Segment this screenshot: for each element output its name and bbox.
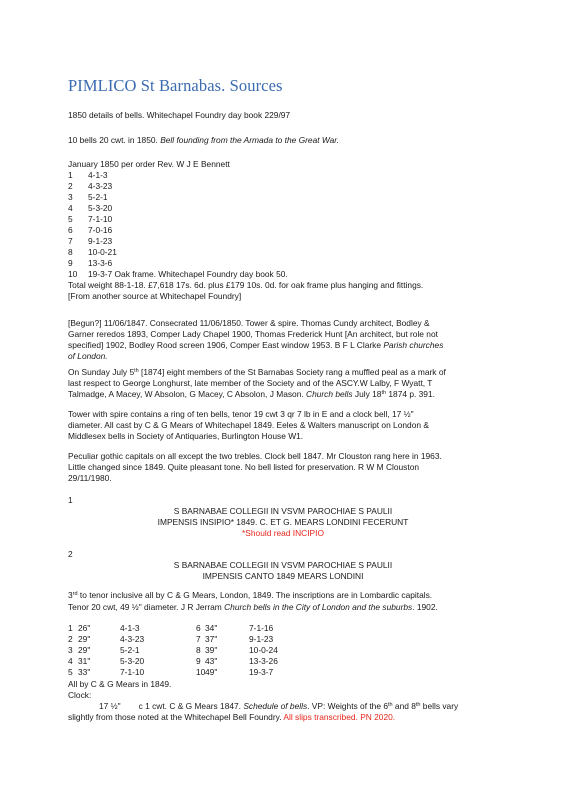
clock-line-1: 17 ½" c 1 cwt. C & G Mears 1847. Schedule of bells. VP: Weights of the 6th and 8th bells vary: [99, 701, 459, 711]
bell-1850-row: [68, 214, 368, 225]
inscription-1-line-2: IMPENSIS INSIPIO* 1849. C. ET G. MEARS LONDINI FECERUNT: [157, 517, 409, 527]
inscription-1-note: *Should read INCIPIO: [242, 528, 324, 538]
bell-weight: 7-0-16: [88, 225, 113, 235]
table-cell: 7-1-16: [249, 623, 274, 633]
inscription-1-number: 1: [68, 495, 73, 505]
jerram-line-1: 3rd to tenor inclusive all by C & G Mears, London, 1849. The inscriptions are in Lombardic capitals.: [68, 590, 433, 600]
table-cell: 13-3-26: [249, 656, 278, 666]
inscription-1-line-1: S BARNABAE COLLEGII IN VSVM PAROCHIAE S PAULII: [173, 506, 393, 516]
bell-number: 9: [68, 258, 73, 268]
order-heading: January 1850 per order Rev. W J E Bennett: [68, 159, 230, 169]
table-cell: 7-1-10: [120, 667, 145, 677]
peal-line-1: On Sunday July 5th [1874] eight members of the St Barnabas Society rang a muffled peal as a mark of: [68, 367, 446, 377]
clouston-line-3: 29/11/1980.: [68, 473, 112, 483]
table-cell: 7: [196, 634, 201, 644]
consecration-line-4: of London.: [68, 351, 108, 361]
jerram-line-2: Tenor 20 cwt, 49 ½" diameter. J R Jerram Church bells in the City of London and the suburbs. 1902.: [68, 602, 438, 612]
bell-number: 7: [68, 236, 73, 246]
table-cell: 39": [205, 645, 218, 655]
table-cell: 6: [196, 623, 201, 633]
peal-line-2: last respect to George Longhurst, late member of the Society and of the ASCY.W Lalby, F Wyatt, T: [68, 378, 433, 388]
table-cell: 37": [205, 634, 218, 644]
inscription-2-line-1: S BARNABAE COLLEGII IN VSVM PAROCHIAE S PAULII: [173, 560, 393, 570]
table-cell: 34": [205, 623, 218, 633]
tower-line-1: Tower with spire contains a ring of ten bells, tenor 19 cwt 3 qr 7 lb in E and a clock bell, 17 ½": [68, 409, 414, 419]
bell-1850-row: [68, 247, 368, 258]
transcription-note: All slips transcribed. PN 2020.: [283, 712, 396, 722]
table-cell: 9-1-23: [249, 634, 274, 644]
all-by-line: All by C & G Mears in 1849.: [68, 679, 172, 689]
table-cell: 8: [196, 645, 201, 655]
bell-weight: 7-1-10: [88, 214, 113, 224]
table-row: [68, 656, 428, 667]
inscription-2-number: 2: [68, 549, 73, 559]
bell-number: 3: [68, 192, 73, 202]
bell-number: 5: [68, 214, 73, 224]
table-cell: 43": [205, 656, 218, 666]
inscription-2-line-2: IMPENSIS CANTO 1849 MEARS LONDINI: [202, 571, 364, 581]
bell-number: 2: [68, 181, 73, 191]
total-weight-line: Total weight 88-1-18. £7,618 17s. 6d. plus £179 10s. 0d. for oak frame plus hanging and fittings.: [68, 280, 424, 290]
table-cell: 33": [78, 667, 91, 677]
table-cell: 2: [68, 634, 73, 644]
table-row: [68, 645, 428, 656]
paragraph-bell-details: 1850 details of bells. Whitechapel Foundry day book 229/97: [68, 110, 291, 120]
table-cell: 31": [78, 656, 91, 666]
consecration-line-1: [Begun?] 11/06/1847. Consecrated 11/06/1850. Tower & spire. Thomas Cundy architect, Bodley &: [68, 318, 430, 328]
table-cell: 26": [78, 623, 91, 633]
clouston-line-2: Little changed since 1849. Quite pleasant tone. No bell listed for preservation. R W M Clouston: [68, 462, 420, 472]
source-line: [From another source at Whitechapel Foundry]: [68, 291, 242, 301]
bell-weight: 5-2-1: [88, 192, 108, 202]
bell-1850-row: [68, 236, 368, 247]
table-cell: 49": [205, 667, 218, 677]
bell-number: 10: [68, 269, 78, 279]
table-cell: 4: [68, 656, 73, 666]
bell-weight: 13-3-6: [88, 258, 113, 268]
table-cell: 5: [68, 667, 73, 677]
bell-weight: 19-3-7 Oak frame. Whitechapel Foundry day book 50.: [88, 269, 288, 279]
clock-label: Clock:: [68, 690, 92, 700]
table-cell: 4-3-23: [120, 634, 145, 644]
table-cell: 4-1-3: [120, 623, 140, 633]
clock-line-2: slightly from those noted at the Whitechapel Bell Foundry. All slips transcribed. PN 2020.: [68, 712, 396, 722]
bell-1850-row: [68, 258, 368, 269]
peal-line-3: Talmadge, A Macey, W Absolon, G Macey, C Absolon, J Mason. Church bells July 18th 1874 p. 391.: [68, 389, 435, 399]
bell-1850-row: [68, 181, 368, 192]
table-cell: 3: [68, 645, 73, 655]
bell-weight: 4-1-3: [88, 170, 108, 180]
table-cell: 1: [68, 623, 73, 633]
paragraph-bells-1850: 10 bells 20 cwt. in 1850. Bell founding from the Armada to the Great War.: [68, 135, 340, 145]
bell-number: 6: [68, 225, 73, 235]
page-title: PIMLICO St Barnabas. Sources: [68, 76, 283, 95]
bell-number: 8: [68, 247, 73, 257]
bell-1850-row: [68, 225, 368, 236]
tower-line-2: diameter. All cast by C & G Mears of Whitechapel 1849. Eeles & Walters manuscript on London &: [68, 420, 429, 430]
table-row: [68, 667, 428, 678]
bell-1850-row: [68, 192, 368, 203]
table-cell: 5-2-1: [120, 645, 140, 655]
consecration-line-3: specified] 1902, Bodley Rood screen 1906, Comper East window 1953. B F L Clarke Parish churches: [68, 340, 444, 350]
bell-weight: 5-3-20: [88, 203, 113, 213]
table-cell: 9: [196, 656, 201, 666]
bell-number: 4: [68, 203, 73, 213]
table-cell: 19-3-7: [249, 667, 274, 677]
table-cell: 29": [78, 634, 91, 644]
bell-1850-row: [68, 269, 368, 280]
table-cell: 10-0-24: [249, 645, 278, 655]
tower-line-3: Middlesex bells in Society of Antiquaries, Burlington House W1.: [68, 431, 304, 441]
bell-1850-row: [68, 203, 368, 214]
table-cell: 29": [78, 645, 91, 655]
table-cell: 5-3-20: [120, 656, 145, 666]
consecration-line-2: Garner reredos 1893, Comper Lady Chapel 1900, Thomas Frederick Hunt [An architect, but role not: [68, 329, 438, 339]
table-row: [68, 623, 428, 634]
table-cell: 10: [196, 667, 206, 677]
bell-weight: 4-3-23: [88, 181, 113, 191]
table-row: [68, 634, 428, 645]
bell-1850-row: [68, 170, 368, 181]
book-title: Bell founding from the Armada to the Great War.: [160, 135, 340, 145]
bell-weight: 10-0-21: [88, 247, 117, 257]
clouston-line-1: Peculiar gothic capitals on all except the two trebles. Clock bell 1847. Mr Clouston rang here in 1963.: [68, 451, 442, 461]
bell-number: 1: [68, 170, 73, 180]
bell-weight: 9-1-23: [88, 236, 113, 246]
